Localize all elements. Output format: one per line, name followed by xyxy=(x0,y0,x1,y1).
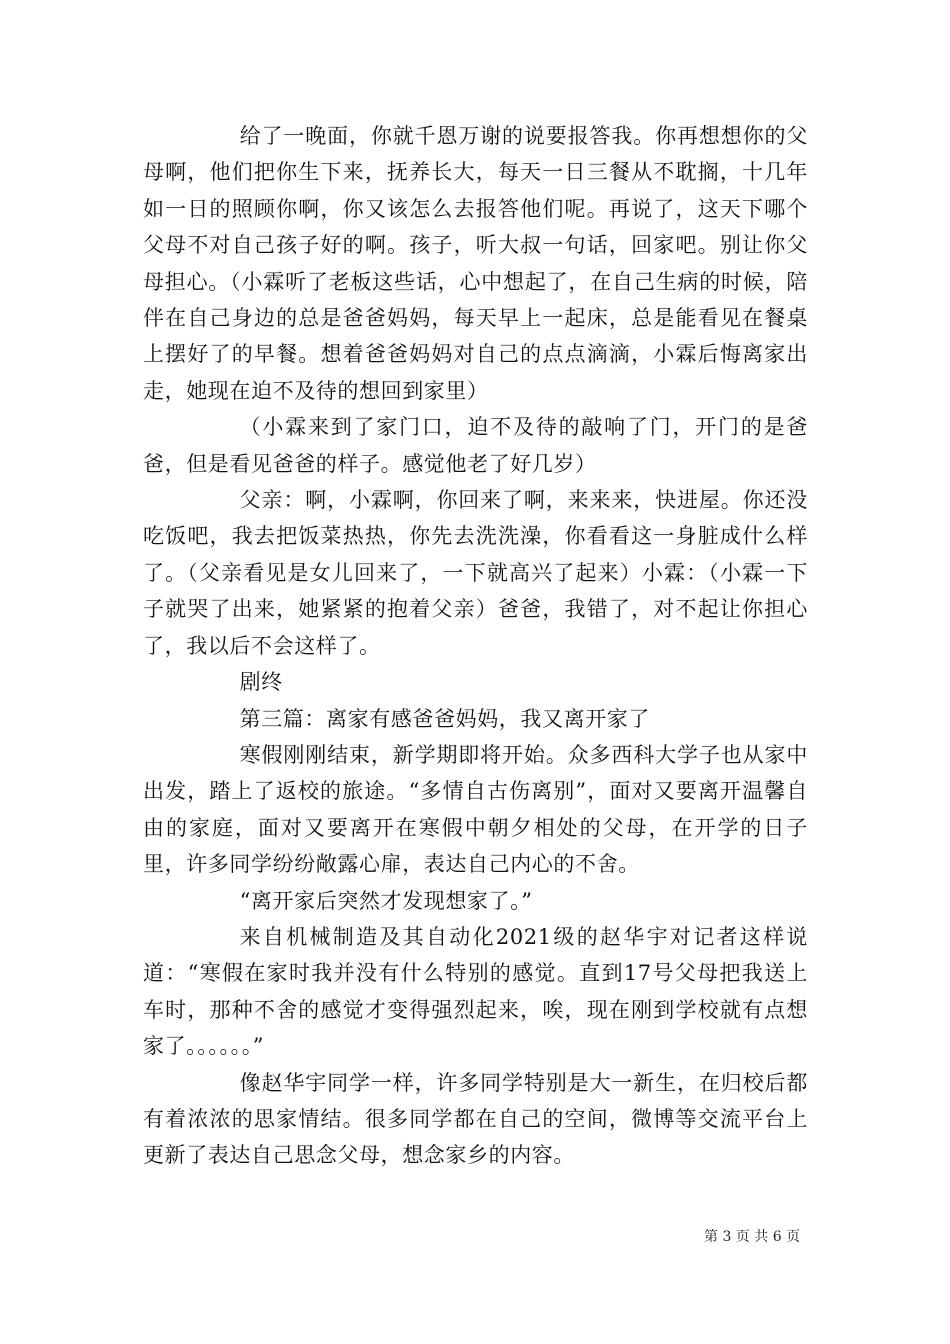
paragraph-father-speech: 父亲：啊，小霖啊，你回来了啊，来来来，快进屋。你还没吃饭吧，我去把饭菜热热，你先去洗洗澡，你看看这一身脏成什么样了。（父亲看见是女儿回来了，一下就高兴了起来）小霖：（小霖一下子就哭了出来，她紧紧的抱着父亲）爸爸，我错了，对不起让你担心了，我以后不会这样了。 xyxy=(143,488,808,658)
paragraph-winter-break: 寒假刚刚结束，新学期即将开始。众多西科大学子也从家中出发，踏上了返校的旅途。“多情自古伤离别”，面对又要离开温馨自由的家庭，面对又要离开在寒假中朝夕相处的父母，在开学的日子里，许多同学纷纷敞露心扉，表达自己内心的不舍。 xyxy=(143,742,808,877)
section-heading: 第三篇：离家有感爸爸妈妈，我又离开家了 xyxy=(239,706,650,731)
paragraph-boss-speech: 给了一晚面，你就千恩万谢的说要报答我。你再想想你的父母啊，他们把你生下来，抚养长大，每天一日三餐从不耽搁，十几年如一日的照顾你啊，你又该怎么去报答他们呢。再说了，这天下哪个父母不对自己孩子好的啊。孩子，听大叔一句话，回家吧。别让你父母担心。（小霖听了老板这些话，心中想起了，在自己生病的时候，陪伴在自己身边的总是爸爸妈妈，每天早上一起床，总是能看见在餐桌上摆好了的早餐。想着爸爸妈妈对自己的点点滴滴，小霖后悔离家出走，她现在迫不及待的想回到家里） xyxy=(143,124,808,403)
paragraph-student-interview: 来自机械制造及其自动化2021级的赵华宇对记者这样说道：“寒假在家时我并没有什么特别的感觉。直到17号父母把我送上车时，那种不舍的感觉才变得强烈起来，唉，现在刚到学校就有点想家了。。。。。。” xyxy=(143,924,808,1059)
paragraph-end: 剧终 xyxy=(239,670,283,695)
paragraph-quote: “离开家后突然才发现想家了。” xyxy=(239,888,533,913)
paragraph-arrive-home: （小霖来到了家门口，迫不及待的敲响了门，开门的是爸爸，但是看见爸爸的样子。感觉他老了好几岁） xyxy=(143,415,808,476)
page-number-footer: 第 3 页 共 6 页 xyxy=(704,1229,801,1245)
document-body xyxy=(143,118,808,1174)
paragraph-homesick: 像赵华宇同学一样，许多同学特别是大一新生，在归校后都有着浓浓的思家情结。很多同学都在自己的空间，微博等交流平台上更新了表达自己思念父母，想念家乡的内容。 xyxy=(143,1070,808,1168)
